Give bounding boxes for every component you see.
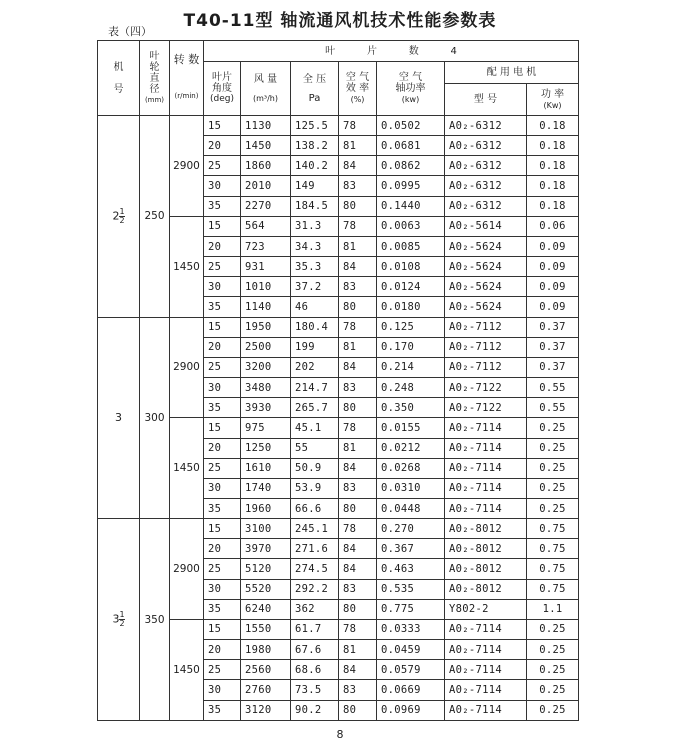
airflow-cell: 3120	[241, 700, 291, 720]
motor-power-cell: 0.75	[527, 579, 579, 599]
efficiency-cell: 81	[339, 438, 377, 458]
header-blade-angle-label: 叶片 角度	[212, 72, 232, 94]
motor-power-cell: 0.18	[527, 116, 579, 136]
airflow-cell: 975	[241, 418, 291, 438]
motor-model-cell: A0₂-5624	[445, 297, 527, 317]
table-row	[98, 116, 579, 136]
pressure-cell: 271.6	[291, 539, 339, 559]
airflow-cell: 2760	[241, 680, 291, 700]
header-shaft-power-label: 空 气 轴功率	[395, 72, 426, 94]
efficiency-cell: 84	[339, 539, 377, 559]
header-impeller-label: 叶 轮 直 径	[149, 50, 160, 95]
airflow-cell: 1980	[241, 640, 291, 660]
blade-angle-cell: 35	[204, 297, 241, 317]
shaft-power-cell: 0.0212	[377, 438, 445, 458]
motor-model-cell: A0₂-7122	[445, 398, 527, 418]
efficiency-cell: 81	[339, 337, 377, 357]
shaft-power-cell: 0.125	[377, 317, 445, 337]
shaft-power-cell: 0.0063	[377, 216, 445, 236]
speed-cell: 1450	[170, 216, 204, 317]
airflow-cell: 5520	[241, 579, 291, 599]
table-row	[98, 216, 579, 236]
header-pressure	[291, 62, 339, 116]
blade-angle-cell: 35	[204, 700, 241, 720]
motor-model-cell: A0₂-7114	[445, 640, 527, 660]
efficiency-cell: 80	[339, 398, 377, 418]
header-airflow-unit: (m³/h)	[252, 93, 278, 103]
motor-model-cell: A0₂-7114	[445, 700, 527, 720]
machine-number: 3	[115, 411, 122, 425]
motor-power-cell: 0.06	[527, 216, 579, 236]
airflow-cell: 931	[241, 257, 291, 277]
machine-number-fraction	[119, 611, 124, 628]
speed-cell: 1450	[170, 619, 204, 720]
efficiency-cell: 81	[339, 640, 377, 660]
motor-model-cell: A0₂-7112	[445, 337, 527, 357]
blade-angle-cell: 15	[204, 216, 241, 236]
motor-model-cell: A0₂-7112	[445, 357, 527, 377]
header-efficiency	[339, 62, 377, 116]
pressure-cell: 73.5	[291, 680, 339, 700]
motor-power-cell: 0.18	[527, 196, 579, 216]
blade-angle-cell: 30	[204, 579, 241, 599]
header-speed	[170, 41, 204, 116]
shaft-power-cell: 0.0995	[377, 176, 445, 196]
efficiency-cell: 80	[339, 700, 377, 720]
efficiency-cell: 83	[339, 277, 377, 297]
efficiency-cell: 81	[339, 136, 377, 156]
pressure-cell: 149	[291, 176, 339, 196]
airflow-cell: 3970	[241, 539, 291, 559]
pressure-cell: 180.4	[291, 317, 339, 337]
table-caption: 表（四）	[108, 25, 152, 38]
shaft-power-cell: 0.0669	[377, 680, 445, 700]
efficiency-cell: 84	[339, 660, 377, 680]
airflow-cell: 1740	[241, 478, 291, 498]
table-row	[98, 317, 579, 337]
airflow-cell: 1950	[241, 317, 291, 337]
pressure-cell: 90.2	[291, 700, 339, 720]
fraction-numerator: 1	[119, 206, 125, 216]
header-motor-power-label: 功 率	[540, 88, 565, 100]
pressure-cell: 292.2	[291, 579, 339, 599]
motor-model-cell: A0₂-6312	[445, 156, 527, 176]
airflow-cell: 1960	[241, 498, 291, 518]
blade-angle-cell: 30	[204, 277, 241, 297]
motor-model-cell: A0₂-7114	[445, 498, 527, 518]
efficiency-cell: 80	[339, 498, 377, 518]
pressure-cell: 125.5	[291, 116, 339, 136]
airflow-cell: 2500	[241, 337, 291, 357]
motor-power-cell: 0.09	[527, 257, 579, 277]
motor-power-cell: 0.09	[527, 236, 579, 256]
airflow-cell: 2560	[241, 660, 291, 680]
shaft-power-cell: 0.0085	[377, 236, 445, 256]
motor-model-cell: A0₂-5624	[445, 257, 527, 277]
blade-angle-cell: 20	[204, 438, 241, 458]
motor-power-cell: 0.18	[527, 156, 579, 176]
motor-power-cell: 0.25	[527, 438, 579, 458]
shaft-power-cell: 0.0448	[377, 498, 445, 518]
airflow-cell: 1550	[241, 619, 291, 639]
motor-model-cell: A0₂-8012	[445, 539, 527, 559]
pressure-cell: 35.3	[291, 257, 339, 277]
motor-power-cell: 0.09	[527, 277, 579, 297]
pressure-cell: 55	[291, 438, 339, 458]
motor-model-cell: A0₂-7114	[445, 680, 527, 700]
efficiency-cell: 78	[339, 519, 377, 539]
airflow-cell: 1140	[241, 297, 291, 317]
efficiency-cell: 78	[339, 116, 377, 136]
pressure-cell: 362	[291, 599, 339, 619]
pressure-cell: 265.7	[291, 398, 339, 418]
airflow-cell: 3930	[241, 398, 291, 418]
machine-number-cell	[98, 519, 140, 721]
motor-model-cell: A0₂-6312	[445, 196, 527, 216]
blade-angle-cell: 30	[204, 680, 241, 700]
impeller-diameter-cell: 250	[140, 116, 170, 318]
airflow-cell: 5120	[241, 559, 291, 579]
pressure-cell: 245.1	[291, 519, 339, 539]
airflow-cell: 3200	[241, 357, 291, 377]
pressure-cell: 50.9	[291, 458, 339, 478]
shaft-power-cell: 0.170	[377, 337, 445, 357]
motor-power-cell: 0.09	[527, 297, 579, 317]
efficiency-cell: 81	[339, 236, 377, 256]
motor-power-cell: 0.37	[527, 317, 579, 337]
pressure-cell: 66.6	[291, 498, 339, 518]
efficiency-cell: 83	[339, 478, 377, 498]
pressure-cell: 45.1	[291, 418, 339, 438]
efficiency-cell: 83	[339, 176, 377, 196]
shaft-power-cell: 0.463	[377, 559, 445, 579]
pressure-cell: 53.9	[291, 478, 339, 498]
shaft-power-cell: 0.0124	[377, 277, 445, 297]
header-motor-model: 型 号	[445, 84, 527, 116]
efficiency-cell: 83	[339, 378, 377, 398]
blade-angle-cell: 35	[204, 398, 241, 418]
header-impeller-diameter	[140, 41, 170, 116]
motor-model-cell: A0₂-7114	[445, 418, 527, 438]
motor-power-cell: 0.18	[527, 176, 579, 196]
shaft-power-cell: 0.0333	[377, 619, 445, 639]
shaft-power-cell: 0.0180	[377, 297, 445, 317]
shaft-power-cell: 0.0108	[377, 257, 445, 277]
page-number: 8	[336, 728, 344, 741]
efficiency-cell: 84	[339, 257, 377, 277]
motor-model-cell: A0₂-7114	[445, 438, 527, 458]
pressure-cell: 199	[291, 337, 339, 357]
airflow-cell: 1610	[241, 458, 291, 478]
motor-power-cell: 1.1	[527, 599, 579, 619]
airflow-cell: 1250	[241, 438, 291, 458]
header-pressure-label: 全 压	[302, 73, 327, 85]
motor-power-cell: 0.25	[527, 478, 579, 498]
header-blade-count: 叶 片 数 4	[204, 41, 579, 62]
motor-power-cell: 0.18	[527, 136, 579, 156]
machine-number-fraction	[119, 208, 124, 225]
impeller-diameter-cell: 300	[140, 317, 170, 519]
speed-cell: 2900	[170, 519, 204, 620]
motor-power-cell: 0.25	[527, 680, 579, 700]
header-machine-no: 机 号	[98, 41, 140, 116]
table-row	[98, 619, 579, 639]
blade-angle-cell: 20	[204, 136, 241, 156]
blade-angle-cell: 25	[204, 660, 241, 680]
airflow-cell: 1010	[241, 277, 291, 297]
shaft-power-cell: 0.535	[377, 579, 445, 599]
blade-angle-cell: 25	[204, 357, 241, 377]
motor-model-cell: A0₂-5614	[445, 216, 527, 236]
motor-model-cell: A0₂-7112	[445, 317, 527, 337]
shaft-power-cell: 0.0310	[377, 478, 445, 498]
shaft-power-cell: 0.350	[377, 398, 445, 418]
shaft-power-cell: 0.214	[377, 357, 445, 377]
blade-angle-cell: 25	[204, 156, 241, 176]
blade-angle-cell: 15	[204, 418, 241, 438]
motor-power-cell: 0.75	[527, 559, 579, 579]
header-speed-label: 转 数	[173, 53, 200, 66]
efficiency-cell: 84	[339, 458, 377, 478]
motor-model-cell: A0₂-7122	[445, 378, 527, 398]
airflow-cell: 1130	[241, 116, 291, 136]
shaft-power-cell: 0.0268	[377, 458, 445, 478]
motor-power-cell: 0.25	[527, 640, 579, 660]
machine-number: 2	[112, 209, 120, 223]
pressure-cell: 67.6	[291, 640, 339, 660]
blade-angle-cell: 30	[204, 176, 241, 196]
motor-model-cell: A0₂-6312	[445, 176, 527, 196]
header-efficiency-unit: (%)	[350, 95, 365, 104]
shaft-power-cell: 0.0155	[377, 418, 445, 438]
speed-cell: 1450	[170, 418, 204, 519]
pressure-cell: 37.2	[291, 277, 339, 297]
shaft-power-cell: 0.0969	[377, 700, 445, 720]
pressure-cell: 274.5	[291, 559, 339, 579]
blade-angle-cell: 15	[204, 619, 241, 639]
header-motor: 配 用 电 机	[445, 62, 579, 84]
header-speed-unit: (r/min)	[174, 92, 199, 100]
parameter-table	[97, 40, 579, 721]
header-impeller-unit: (mm)	[144, 95, 165, 104]
airflow-cell: 3480	[241, 378, 291, 398]
efficiency-cell: 80	[339, 297, 377, 317]
table-row	[98, 519, 579, 539]
blade-angle-cell: 30	[204, 478, 241, 498]
motor-power-cell: 0.25	[527, 660, 579, 680]
efficiency-cell: 83	[339, 579, 377, 599]
motor-power-cell: 0.75	[527, 519, 579, 539]
pressure-cell: 46	[291, 297, 339, 317]
shaft-power-cell: 0.0459	[377, 640, 445, 660]
motor-model-cell: A0₂-8012	[445, 559, 527, 579]
shaft-power-cell: 0.1440	[377, 196, 445, 216]
motor-model-cell: A0₂-6312	[445, 116, 527, 136]
blade-angle-cell: 35	[204, 599, 241, 619]
pressure-cell: 68.6	[291, 660, 339, 680]
efficiency-cell: 78	[339, 619, 377, 639]
blade-angle-cell: 15	[204, 519, 241, 539]
shaft-power-cell: 0.0579	[377, 660, 445, 680]
blade-angle-cell: 15	[204, 317, 241, 337]
motor-power-cell: 0.75	[527, 539, 579, 559]
header-airflow-label: 风 量	[253, 73, 278, 85]
pressure-cell: 61.7	[291, 619, 339, 639]
efficiency-cell: 78	[339, 216, 377, 236]
header-motor-power-unit: (Kw)	[543, 100, 562, 110]
motor-power-cell: 0.37	[527, 357, 579, 377]
airflow-cell: 723	[241, 236, 291, 256]
efficiency-cell: 84	[339, 156, 377, 176]
shaft-power-cell: 0.367	[377, 539, 445, 559]
pressure-cell: 184.5	[291, 196, 339, 216]
motor-power-cell: 0.55	[527, 378, 579, 398]
blade-angle-cell: 20	[204, 236, 241, 256]
blade-angle-cell: 20	[204, 539, 241, 559]
impeller-diameter-cell: 350	[140, 519, 170, 721]
efficiency-cell: 78	[339, 418, 377, 438]
header-shaft-power	[377, 62, 445, 116]
pressure-cell: 138.2	[291, 136, 339, 156]
motor-model-cell: A0₂-5624	[445, 277, 527, 297]
blade-angle-cell: 35	[204, 498, 241, 518]
header-motor-power	[527, 84, 579, 116]
fraction-numerator: 1	[119, 610, 125, 620]
speed-cell: 2900	[170, 317, 204, 418]
fraction-denominator: 2	[119, 619, 125, 629]
shaft-power-cell: 0.0862	[377, 156, 445, 176]
efficiency-cell: 80	[339, 196, 377, 216]
motor-power-cell: 0.25	[527, 498, 579, 518]
motor-model-cell: Y802-2	[445, 599, 527, 619]
airflow-cell: 2270	[241, 196, 291, 216]
pressure-cell: 140.2	[291, 156, 339, 176]
motor-power-cell: 0.25	[527, 458, 579, 478]
machine-number-cell	[98, 317, 140, 519]
motor-power-cell: 0.25	[527, 619, 579, 639]
header-airflow	[241, 62, 291, 116]
table-row	[98, 418, 579, 438]
table-header	[98, 41, 579, 116]
header-blade-angle	[204, 62, 241, 116]
motor-power-cell: 0.25	[527, 700, 579, 720]
airflow-cell: 2010	[241, 176, 291, 196]
airflow-cell: 1450	[241, 136, 291, 156]
header-pressure-unit: Pa	[308, 92, 321, 104]
shaft-power-cell: 0.270	[377, 519, 445, 539]
shaft-power-cell: 0.0681	[377, 136, 445, 156]
efficiency-cell: 83	[339, 680, 377, 700]
blade-angle-cell: 35	[204, 196, 241, 216]
shaft-power-cell: 0.248	[377, 378, 445, 398]
blade-angle-cell: 20	[204, 337, 241, 357]
shaft-power-cell: 0.0502	[377, 116, 445, 136]
pressure-cell: 202	[291, 357, 339, 377]
motor-model-cell: A0₂-7114	[445, 619, 527, 639]
motor-model-cell: A0₂-8012	[445, 579, 527, 599]
pressure-cell: 34.3	[291, 236, 339, 256]
blade-angle-cell: 20	[204, 640, 241, 660]
machine-number: 3	[112, 612, 120, 626]
fraction-denominator: 2	[119, 215, 125, 225]
airflow-cell: 3100	[241, 519, 291, 539]
motor-power-cell: 0.25	[527, 418, 579, 438]
table-body	[98, 116, 579, 721]
efficiency-cell: 80	[339, 599, 377, 619]
machine-number-cell	[98, 116, 140, 318]
motor-power-cell: 0.55	[527, 398, 579, 418]
header-blade-angle-unit: (deg)	[210, 94, 234, 104]
pressure-cell: 31.3	[291, 216, 339, 236]
efficiency-cell: 78	[339, 317, 377, 337]
speed-cell: 2900	[170, 116, 204, 217]
airflow-cell: 1860	[241, 156, 291, 176]
motor-model-cell: A0₂-6312	[445, 136, 527, 156]
airflow-cell: 6240	[241, 599, 291, 619]
motor-model-cell: A0₂-7114	[445, 458, 527, 478]
motor-model-cell: A0₂-8012	[445, 519, 527, 539]
motor-model-cell: A0₂-7114	[445, 660, 527, 680]
shaft-power-cell: 0.775	[377, 599, 445, 619]
page-title: T40-11型 轴流通风机技术性能参数表	[183, 11, 497, 31]
efficiency-cell: 84	[339, 559, 377, 579]
blade-angle-cell: 25	[204, 559, 241, 579]
efficiency-cell: 84	[339, 357, 377, 377]
airflow-cell: 564	[241, 216, 291, 236]
blade-angle-cell: 25	[204, 458, 241, 478]
blade-angle-cell: 25	[204, 257, 241, 277]
motor-model-cell: A0₂-7114	[445, 478, 527, 498]
blade-angle-cell: 15	[204, 116, 241, 136]
blade-angle-cell: 30	[204, 378, 241, 398]
header-shaft-power-unit: (kw)	[401, 95, 420, 104]
motor-power-cell: 0.37	[527, 337, 579, 357]
header-efficiency-label: 空 气 效 率	[345, 72, 370, 94]
motor-model-cell: A0₂-5624	[445, 236, 527, 256]
pressure-cell: 214.7	[291, 378, 339, 398]
